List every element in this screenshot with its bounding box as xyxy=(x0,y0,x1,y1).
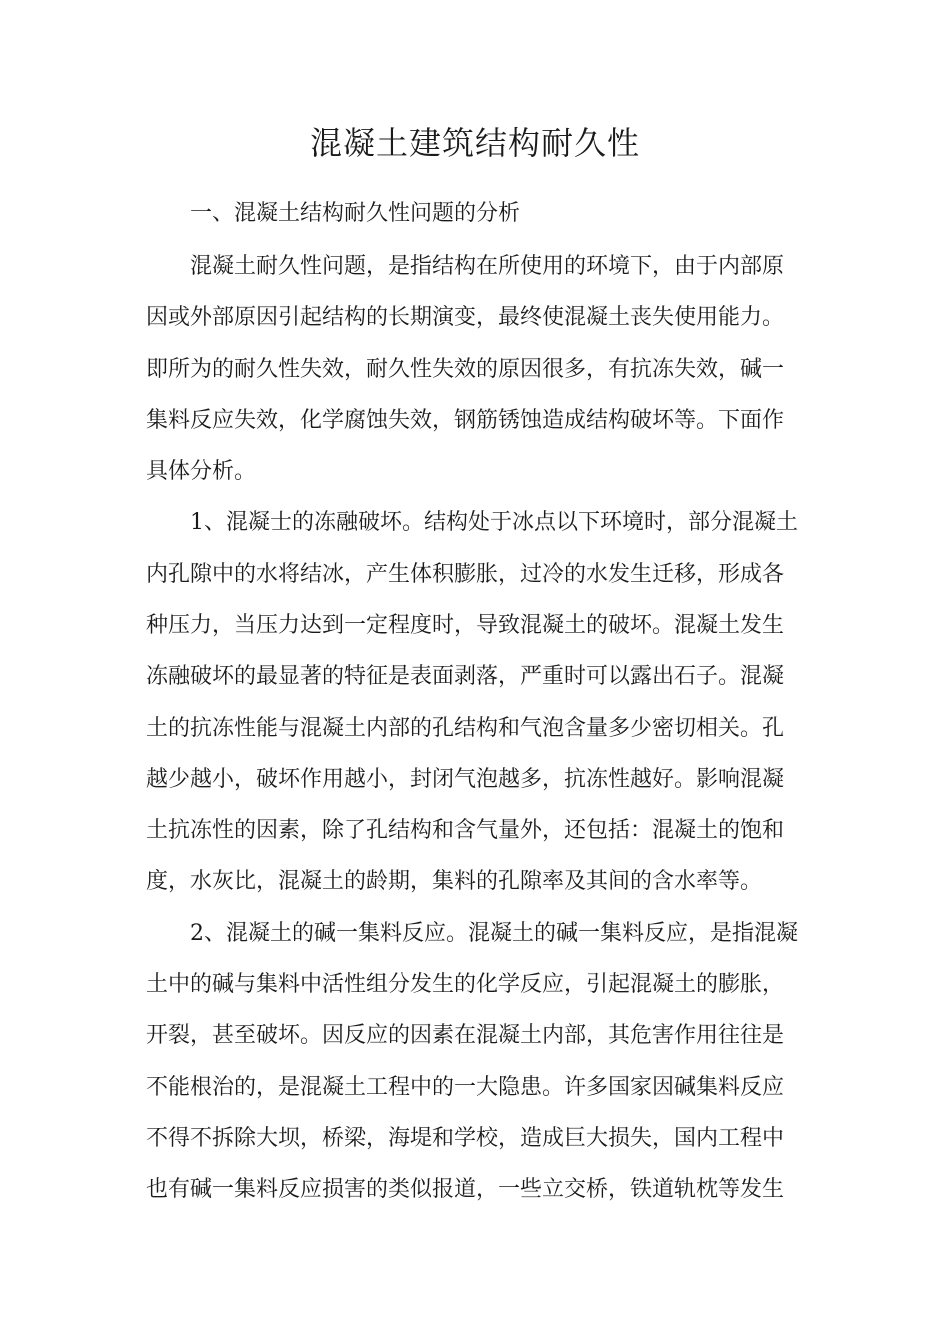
paragraph-line: 不得不拆除大坝，桥梁，海堤和学校，造成巨大损失，国内工程中 xyxy=(146,1126,785,1151)
paragraph-line: 内孔隙中的水将结冰，产生体积膨胀，过冷的水发生迁移，形成各 xyxy=(146,562,785,587)
paragraph-line: 1、混凝士的冻融破坏。结构处于冰点以下环境时，部分混凝土 xyxy=(190,510,798,535)
paragraph-line: 越少越小，破坏作用越小，封闭气泡越多，抗冻性越好。影响混凝 xyxy=(146,767,785,792)
paragraph-line: 土抗冻性的因素，除了孔结构和含气量外，还包括：混凝土的饱和 xyxy=(146,818,785,843)
paragraph-line: 也有碱一集料反应损害的类似报道，一些立交桥，铁道轨枕等发生 xyxy=(146,1177,785,1202)
paragraph-line: 土中的碱与集料中活性组分发生的化学反应，引起混凝土的膨胀， xyxy=(146,972,785,997)
paragraph-line: 集料反应失效，化学腐蚀失效，钢筋锈蚀造成结构破坏等。下面作 xyxy=(146,408,785,433)
paragraph-line: 冻融破坏的最显著的特征是表面剥落，严重时可以露出石子。混凝 xyxy=(146,664,785,689)
document-title: 混凝土建筑结构耐久性 xyxy=(309,124,640,162)
paragraph-line: 混凝土耐久性问题，是指结构在所使用的环境下，由于内部原 xyxy=(190,254,785,279)
paragraph-line: 种压力，当压力达到一定程度时，导致混凝土的破坏。混凝土发生 xyxy=(146,613,785,638)
paragraph-line: 即所为的耐久性失效，耐久性失效的原因很多，有抗冻失效，碱一 xyxy=(146,357,785,382)
paragraph-line: 土的抗冻性能与混凝土内部的孔结构和气泡含量多少密切相关。孔 xyxy=(146,716,785,741)
paragraph-line: 不能根治的，是混凝土工程中的一大隐患。许多国家因碱集料反应 xyxy=(146,1075,785,1100)
paragraph-line: 2、混凝土的碱一集料反应。混凝土的碱一集料反应，是指混凝 xyxy=(190,921,798,946)
paragraph-line: 因或外部原因引起结构的长期演变，最终使混凝土丧失使用能力。 xyxy=(146,305,785,330)
section-heading: 一、混凝土结构耐久性问题的分析 xyxy=(190,201,521,226)
paragraph-line: 具体分析。 xyxy=(146,459,257,484)
paragraph-line: 开裂，甚至破坏。因反应的因素在混凝土内部，其危害作用往往是 xyxy=(146,1023,785,1048)
paragraph-line: 度，水灰比，混凝土的龄期，集料的孔隙率及其间的含水率等。 xyxy=(146,869,763,894)
